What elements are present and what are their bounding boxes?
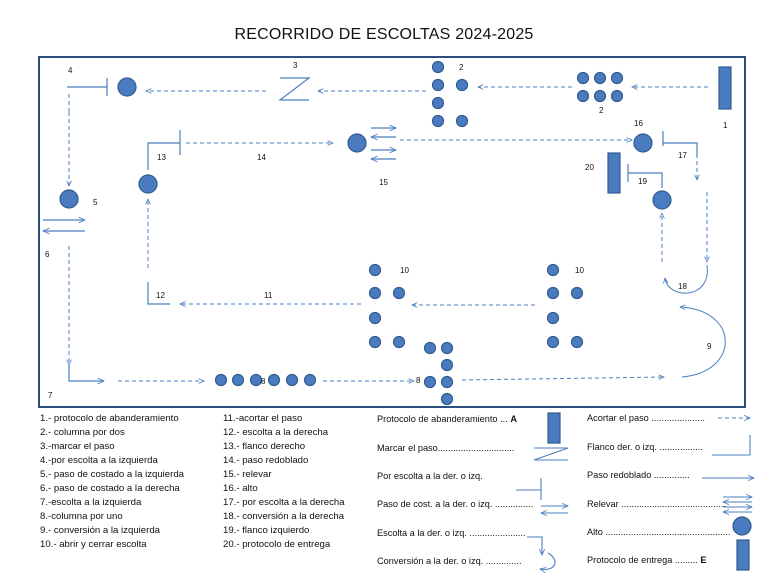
step-item: 8.-columna por uno	[40, 511, 123, 522]
step-label: 10	[575, 266, 584, 275]
by-escort-icon	[516, 478, 541, 500]
halt-circle	[348, 134, 366, 152]
legend-alto: Alto .................................................	[587, 527, 731, 537]
formation-dot	[442, 360, 453, 371]
step-item: 3.-marcar el paso	[40, 441, 115, 452]
formation-dot	[595, 91, 606, 102]
step-label: 11	[264, 291, 273, 300]
formation-dot	[394, 337, 405, 348]
legend-relevar: Relevar .........................................	[587, 499, 726, 509]
formation-dot	[595, 73, 606, 84]
formation-dot	[548, 313, 559, 324]
formation-dot	[433, 62, 444, 73]
halt-circle	[634, 134, 652, 152]
step-item: 17.- por escolta a la derecha	[223, 497, 345, 508]
formation-dot	[305, 375, 316, 386]
legend-abanderamiento: Protocolo de abanderamiento ... A	[377, 414, 517, 424]
step-label: 2	[459, 63, 464, 72]
halt-circle	[139, 175, 157, 193]
flag-block-icon	[737, 540, 749, 570]
step-item: 1.- protocolo de abanderamiento	[40, 413, 179, 424]
step-label: 1	[723, 121, 728, 130]
right-flank-icon	[148, 130, 180, 170]
legend-por-escolta: Por escolta a la der. o izq.	[377, 471, 483, 481]
flank-icon	[712, 435, 750, 455]
formation-dot	[457, 116, 468, 127]
step-label: 10	[400, 266, 409, 275]
legend-flanco: Flanco der. o izq. .................	[587, 442, 703, 452]
mark-time-icon	[534, 448, 568, 460]
step-item: 18.- conversión a la derecha	[223, 511, 345, 522]
left-escort-icon	[67, 78, 107, 96]
formation-dot	[233, 375, 244, 386]
formation-dot	[370, 288, 381, 299]
legend-redoblado: Paso redoblado ..............	[587, 470, 690, 480]
step-item: 19.- flanco izquierdo	[223, 525, 310, 536]
flag-block-icon	[548, 413, 560, 443]
step-item: 2.- columna por dos	[40, 427, 125, 438]
formation-dot	[433, 98, 444, 109]
formation-dot	[548, 288, 559, 299]
formation-dot	[251, 375, 262, 386]
step-item: 4.-por escolta a la izquierda	[40, 455, 158, 466]
step-label: 13	[157, 153, 166, 162]
formation-dot	[216, 375, 227, 386]
formation-dot	[269, 375, 280, 386]
formation-dot	[287, 375, 298, 386]
halt-icon	[733, 517, 751, 535]
step-label: 17	[678, 151, 687, 160]
step-item: 14.- paso redoblado	[223, 455, 309, 466]
steps-list-right	[223, 412, 345, 552]
legend-conversion: Conversión a la der. o izq. ..............	[377, 556, 522, 566]
conversion-icon	[540, 553, 555, 569]
formation-dot	[442, 343, 453, 354]
formation-dot	[572, 337, 583, 348]
flag-block-1	[719, 67, 731, 109]
step-item: 20.- protocolo de entrega	[223, 539, 331, 550]
step-item: 15.- relevar	[223, 469, 272, 480]
step-label: 8	[416, 376, 421, 385]
formation-dot	[578, 73, 589, 84]
halt-circle	[653, 191, 671, 209]
formation-dot	[442, 394, 453, 405]
step-item: 12.- escolta a la derecha	[223, 427, 329, 438]
step-item: 13.- flanco derecho	[223, 441, 306, 452]
halt-circle	[60, 190, 78, 208]
step-item: 11.-acortar el paso	[223, 413, 303, 424]
step-label: 14	[257, 153, 266, 162]
legend-acortar: Acortar el paso .....................	[587, 413, 705, 423]
step-item: 6.- paso de costado a la derecha	[40, 483, 180, 494]
formation-dot	[548, 337, 559, 348]
formation-dot	[572, 288, 583, 299]
page-title: RECORRIDO DE ESCOLTAS 2024-2025	[234, 26, 534, 43]
flag-block-20	[608, 153, 620, 193]
step-label: 5	[93, 198, 98, 207]
legend-marcar: Marcar el paso..............................	[377, 443, 515, 453]
legend-entrega: Protocolo de entrega ......... E	[587, 555, 707, 565]
step-label: 16	[634, 119, 643, 128]
step-item: 7.-escolta a la izquierda	[40, 497, 142, 508]
formation-dot	[370, 337, 381, 348]
step-label: 3	[293, 61, 298, 70]
step-label: 12	[156, 291, 165, 300]
formation-dot	[578, 91, 589, 102]
formation-dot	[457, 80, 468, 91]
formation-dot	[425, 377, 436, 388]
legend-escolta: Escolta a la der. o izq. ......................	[377, 528, 526, 538]
halt-circle	[118, 78, 136, 96]
steps-list-left	[40, 412, 184, 552]
formation-dot	[370, 265, 381, 276]
step-item: 10.- abrir y cerrar escolta	[40, 539, 147, 550]
formation-dot	[425, 343, 436, 354]
formation-dot	[394, 288, 405, 299]
legend-paso-costado: Paso de cost. a la der. o izq. ...............	[377, 499, 534, 509]
formation-dot	[612, 73, 623, 84]
formation-dot	[433, 116, 444, 127]
mark-time-icon	[280, 78, 309, 100]
step-label: 9	[707, 342, 712, 351]
step-label: 8	[261, 377, 266, 386]
step-label: 2	[599, 106, 604, 115]
step-label: 20	[585, 163, 594, 172]
step-item: 5.- paso de costado a la izquierda	[40, 469, 184, 480]
formation-dot	[548, 265, 559, 276]
step-label: 4	[68, 66, 73, 75]
formation-dot	[433, 80, 444, 91]
step-label: 15	[379, 178, 388, 187]
formation-dot	[612, 91, 623, 102]
step-item: 9.- conversión a la izquierda	[40, 525, 160, 536]
escort-icon	[527, 537, 542, 555]
step-label: 18	[678, 282, 687, 291]
step-label: 19	[638, 177, 647, 186]
route-border	[39, 57, 745, 407]
step-label: 6	[45, 250, 50, 259]
step-label: 7	[48, 391, 53, 400]
formation-dot	[370, 313, 381, 324]
formation-dot	[442, 377, 453, 388]
step-item: 16.- alto	[223, 483, 258, 494]
